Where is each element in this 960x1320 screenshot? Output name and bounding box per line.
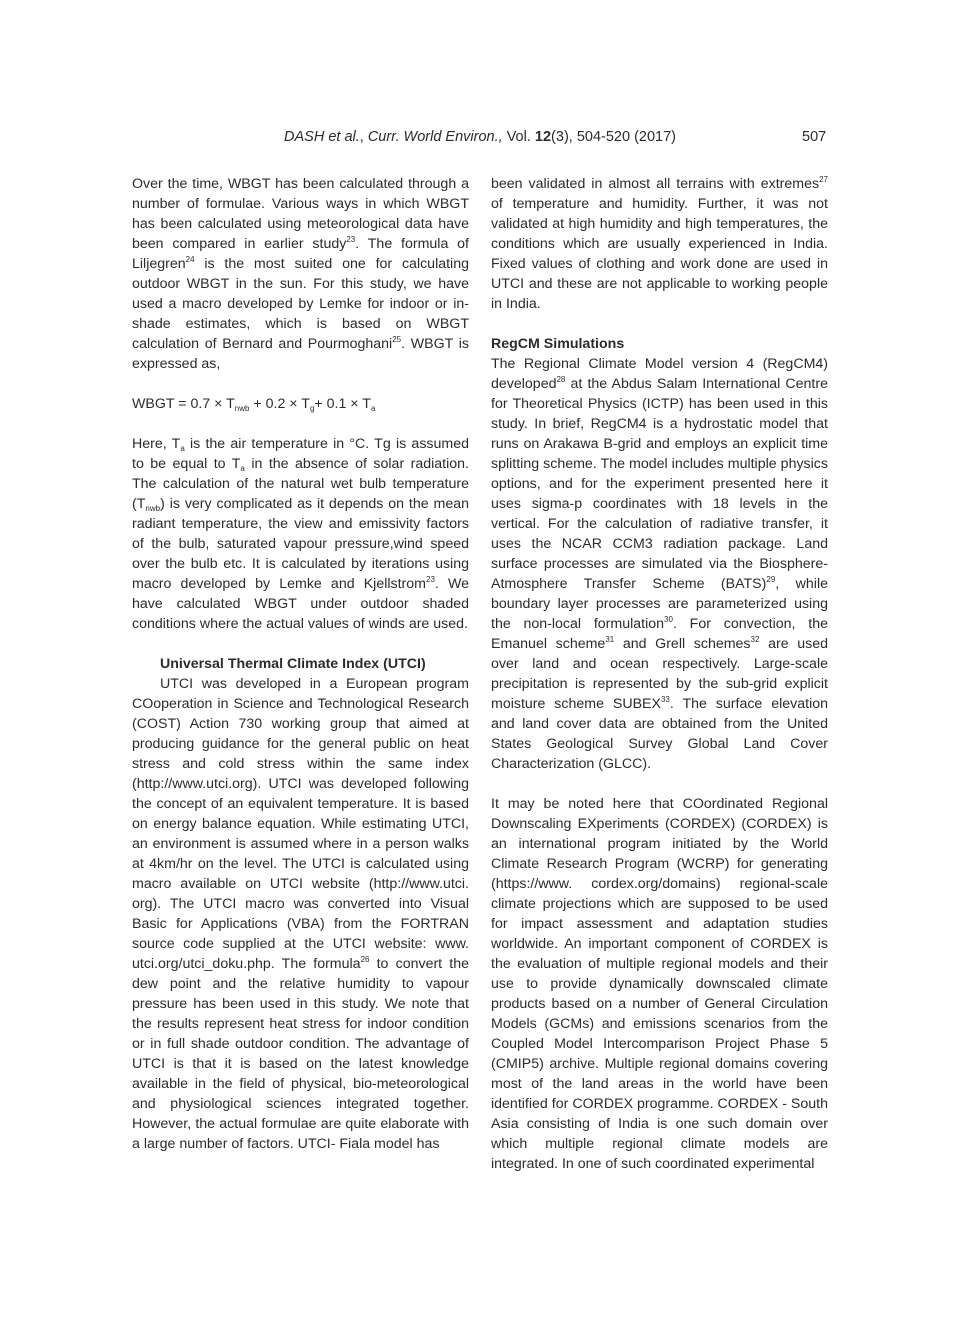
wbgt-explanation-paragraph: Here, $T_a$ is the air temperature in °C. Tg is assumed to be equal to $T_a$ in the absence of solar radiation. The calculation of the natural wet bulb temperature $(T_{nwb})$ is very complicated as it depends on the mean radiant temperature, the view and emissivity factors of the bulb, saturated vapour pressure,wind speed over the bulb etc. It is calculated by iterations using macro developed by Lemke and Kjellstrom$^{23}$. We have calculated WBGT under outdoor shaded conditions where the actual values of winds are used. — [132, 436, 469, 632]
ref-24: 24 — [185, 255, 195, 264]
regcm-paragraph: The Regional Climate Model version 4 (RegCM4) developed$^{28}$ at the Abdus Salam International Centre for Theoretical Physics (ICTP) has been used in this study. In brief, RegCM4 is a hydrostatic model that runs on Arakawa B-grid and employs an explicit time splitting scheme. The model includes multiple physics options, and for the experiment presented here it uses sigma-p coordinates with 18 levels in the vertical. For the calculation of radiative transfer, it uses the NCAR CCM3 radiation package. Land surface processes are simulated via the Biosphere-Atmosphere Transfer Scheme (BATS)$^{29}$, while boundary layer processes are parameterized using the non-local formulation$^{30}$. For convection, the Emanuel scheme$^{31}$ and Grell schemes$^{32}$ are used over land and ocean respectively. Large-scale precipitation is represented by the sub-grid explicit moisture scheme SUBEX$^{33}$. The surface elevation and land cover data are obtained from the United States Geological Survey Global Land Cover Characterization (GLCC). — [491, 356, 828, 772]
ref-23: 23 — [426, 575, 435, 584]
running-head: DASH et al., Curr. World Environ., Vol. 12(3), 504-520 (2017) — [284, 129, 676, 145]
ref-30: 30 — [664, 615, 673, 624]
ref-29: 29 — [766, 575, 776, 584]
wbgt-formula: WBGT = $0.7 \times T_{nwb} + 0.2 \times T_g+ 0.1 \times T_a$ — [132, 396, 376, 413]
ref-23: 23 — [346, 235, 356, 244]
ref-31: 31 — [605, 635, 615, 644]
ref-25: 25 — [392, 335, 402, 344]
utci-paragraph: UTCI was developed in a European program COoperation in Science and Technological Research (COST) Action 730 working group that aimed at producing guidance for the general public on heat stress and cold stress within the same index (http://www.utci.org). UTCI was developed following the concept of an equivalent temperature. It is based on energy balance equation. While estimating UTCI, an environment is assumed where in a person walks at 4km/hr on the level. The UTCI is calculated using macro available on UTCI website (http://www.utci. org). The UTCI macro was converted into Visual Basic for Applications (VBA) from the FORTRAN source code supplied at the UTCI website: www. utci.org/utci_doku.php. The formula$^{26}$ to convert the dew point and the relative humidity to vapour pressure has been used in this study. We note that the results represent heat stress for indoor condition or in full shade outdoor condition. The advantage of UTCI is that it is based on the latest knowledge available in the field of physical, bio-meteorological and physiological sciences integrated together. However, the actual formulae are quite elaborate with a large number of factors. UTCI- Fiala model has — [132, 676, 470, 1152]
ref-27: 27 — [819, 175, 828, 184]
utci-continued-paragraph: been validated in almost all terrains with extremes$^{27}$ of temperature and humidity. Further, it was not validated at high humidity and high temperatures, the conditions which are usually experienced in India. Fixed values of clothing and work done are used in UTCI and these are not applicable to working people in India. — [491, 175, 828, 312]
page-number: 507 — [802, 129, 827, 145]
ref-32: 32 — [750, 635, 760, 644]
running-head-volume: 12 — [534, 129, 552, 145]
cordex-paragraph: It may be noted here that COordinated Regional Downscaling EXperiments (CORDEX) (CORDEX) is an international program initiated by the World Climate Research Program (WCRP) for generating (https://www. cordex.org/domains) regional-scale climate projections which are supposed to be used for impact assessment and adaptation studies worldwide. An important component of CORDEX is the evaluation of multiple regional models and their use to provide dynamically downscaled climate products based on a number of General Circulation Models (GCMs) and emissions scenarios from the Coupled Model Intercomparison Project Phase 5 (CMIP5) archive. Multiple regional domains covering most of the land areas in the world have been identified for CORDEX programme. CORDEX - South Asia consisting of India is one such domain over which multiple regional climate models are integrated. In one of such coordinated experimental — [491, 796, 828, 1172]
utci-heading: Universal Thermal Climate Index (UTCI) — [160, 656, 426, 672]
page-header — [0, 129, 960, 151]
left-column — [132, 174, 469, 1154]
running-head-vol-label: Vol. — [506, 129, 531, 145]
running-head-authors: DASH et al. — [284, 129, 360, 145]
ref-26: 26 — [360, 955, 370, 964]
wbgt-paragraph: Over the time, WBGT has been calculated through a number of formulae. Various ways in which WBGT has been calculated using meteorological data have been compared in earlier study$^{23}$. The formula of Liljegren$^{24}$ is the most suited one for calculating outdoor WBGT in the sun. For this study, we have used a macro developed by Lemke for indoor or in-shade estimates, which is based on WBGT calculation of Bernard and Pourmoghani$^{25}$. WBGT is expressed as, — [132, 176, 469, 372]
regcm-heading: RegCM Simulations — [491, 336, 625, 352]
running-head-issue-pages: (3), 504-520 (2017) — [551, 129, 676, 145]
running-head-journal: Curr. World Environ., — [367, 129, 503, 145]
right-column — [491, 174, 828, 1174]
ref-33: 33 — [660, 695, 670, 704]
ref-28: 28 — [556, 375, 566, 384]
